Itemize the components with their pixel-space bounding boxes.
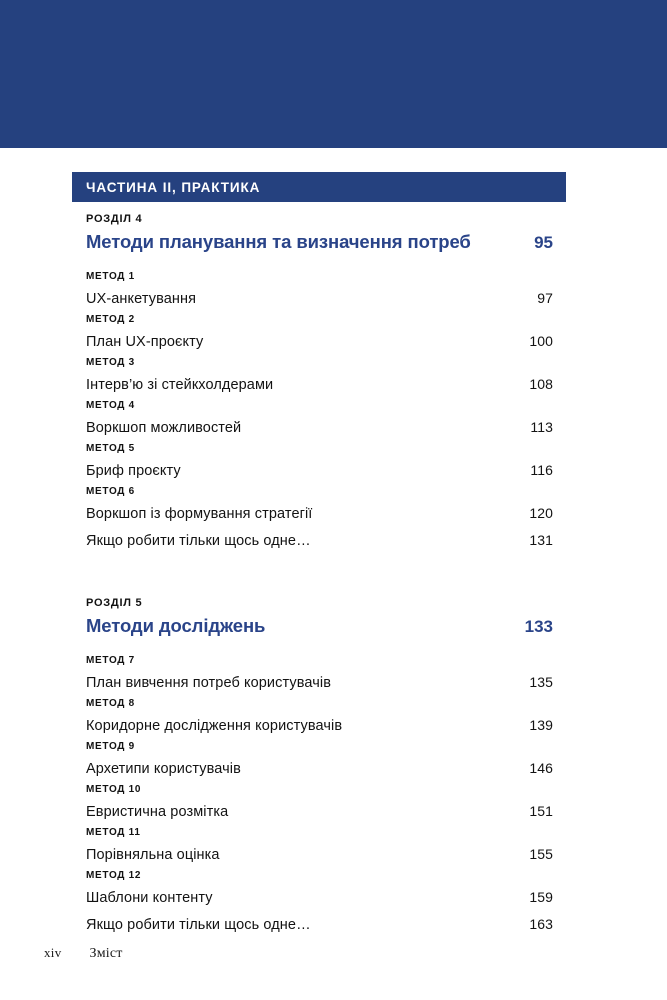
method-title[interactable]: UX-анкетування <box>86 291 197 307</box>
method-title[interactable]: Евристична розмітка <box>86 804 229 820</box>
method-row[interactable] <box>86 669 553 696</box>
method-entry <box>86 782 553 825</box>
method-kicker: МЕТОД 4 <box>86 400 135 411</box>
method-title[interactable]: Коридорне дослідження користувачів <box>86 718 343 734</box>
method-kicker: МЕТОД 2 <box>86 314 135 325</box>
chapter-title[interactable]: Методи досліджень <box>86 615 266 636</box>
part-banner-label: ЧАСТИНА II, ПРАКТИКА <box>86 179 261 195</box>
chapter-closing-title[interactable]: Якщо робити тільки щось одне… <box>86 533 311 549</box>
chapter-closing-page-number: 163 <box>529 916 553 932</box>
method-entry <box>86 398 553 441</box>
method-entry <box>86 739 553 782</box>
method-row[interactable] <box>86 798 553 825</box>
method-kicker: МЕТОД 5 <box>86 443 135 454</box>
part-banner <box>72 172 566 202</box>
method-title[interactable]: Бриф проєкту <box>86 463 181 479</box>
method-title[interactable]: Воркшоп із формування стратегії <box>86 506 313 522</box>
method-page-number: 116 <box>530 462 553 478</box>
method-row[interactable] <box>86 841 553 868</box>
method-title[interactable]: Шаблони контенту <box>86 890 213 906</box>
chapter-title-row[interactable] <box>86 230 553 255</box>
method-kicker: МЕТОД 1 <box>86 271 135 282</box>
chapter-closing-row[interactable] <box>86 527 553 554</box>
method-entry <box>86 825 553 868</box>
top-decorative-band <box>0 0 667 148</box>
chapter-closing-title[interactable]: Якщо робити тільки щось одне… <box>86 917 311 933</box>
footer-label: Зміст <box>89 946 123 961</box>
chapter-kicker: РОЗДІЛ 5 <box>86 597 143 609</box>
method-entry <box>86 484 553 527</box>
method-row[interactable] <box>86 328 553 355</box>
chapter-kicker: РОЗДІЛ 4 <box>86 213 143 225</box>
method-row[interactable] <box>86 712 553 739</box>
method-title[interactable]: План UX-проєкту <box>86 334 204 350</box>
method-title[interactable]: Інтерв’ю зі стейкхолдерами <box>86 377 274 393</box>
page-footer <box>44 945 123 962</box>
chapter-closing-page-number: 131 <box>529 532 553 548</box>
method-row[interactable] <box>86 755 553 782</box>
method-page-number: 159 <box>529 889 553 905</box>
chapter-page-number: 95 <box>534 233 553 252</box>
method-page-number: 120 <box>529 505 553 521</box>
footer-folio: xiv <box>44 945 62 960</box>
method-entry <box>86 868 553 911</box>
method-kicker: МЕТОД 11 <box>86 827 141 838</box>
method-page-number: 113 <box>530 419 553 435</box>
method-kicker: МЕТОД 3 <box>86 357 135 368</box>
method-page-number: 135 <box>529 674 553 690</box>
method-row[interactable] <box>86 285 553 312</box>
method-title[interactable]: Порівняльна оцінка <box>86 847 220 863</box>
method-kicker: МЕТОД 6 <box>86 486 135 497</box>
chapter-closing-row[interactable] <box>86 911 553 938</box>
method-page-number: 100 <box>529 333 553 349</box>
method-entry <box>86 441 553 484</box>
method-entry <box>86 355 553 398</box>
method-kicker: МЕТОД 7 <box>86 655 135 666</box>
method-entry <box>86 269 553 312</box>
method-kicker: МЕТОД 8 <box>86 698 135 709</box>
method-page-number: 151 <box>529 803 553 819</box>
method-page-number: 108 <box>529 376 553 392</box>
method-entry <box>86 653 553 696</box>
chapter-block <box>86 596 553 938</box>
method-row[interactable] <box>86 500 553 527</box>
chapter-title[interactable]: Методи планування та визначення потреб <box>86 231 471 252</box>
table-of-contents <box>86 212 553 938</box>
method-title[interactable]: План вивчення потреб користувачів <box>86 675 331 691</box>
method-row[interactable] <box>86 414 553 441</box>
chapter-page-number: 133 <box>524 617 553 636</box>
method-kicker: МЕТОД 9 <box>86 741 135 752</box>
chapter-title-row[interactable] <box>86 614 553 639</box>
method-page-number: 155 <box>529 846 553 862</box>
method-title[interactable]: Воркшоп можливостей <box>86 420 242 436</box>
method-kicker: МЕТОД 12 <box>86 870 142 881</box>
method-page-number: 139 <box>529 717 553 733</box>
chapter-block <box>86 212 553 554</box>
method-title[interactable]: Архетипи користувачів <box>86 761 241 777</box>
method-page-number: 146 <box>529 760 553 776</box>
method-row[interactable] <box>86 457 553 484</box>
method-row[interactable] <box>86 884 553 911</box>
method-entry <box>86 312 553 355</box>
method-entry <box>86 696 553 739</box>
method-row[interactable] <box>86 371 553 398</box>
method-page-number: 97 <box>537 290 553 306</box>
method-kicker: МЕТОД 10 <box>86 784 142 795</box>
